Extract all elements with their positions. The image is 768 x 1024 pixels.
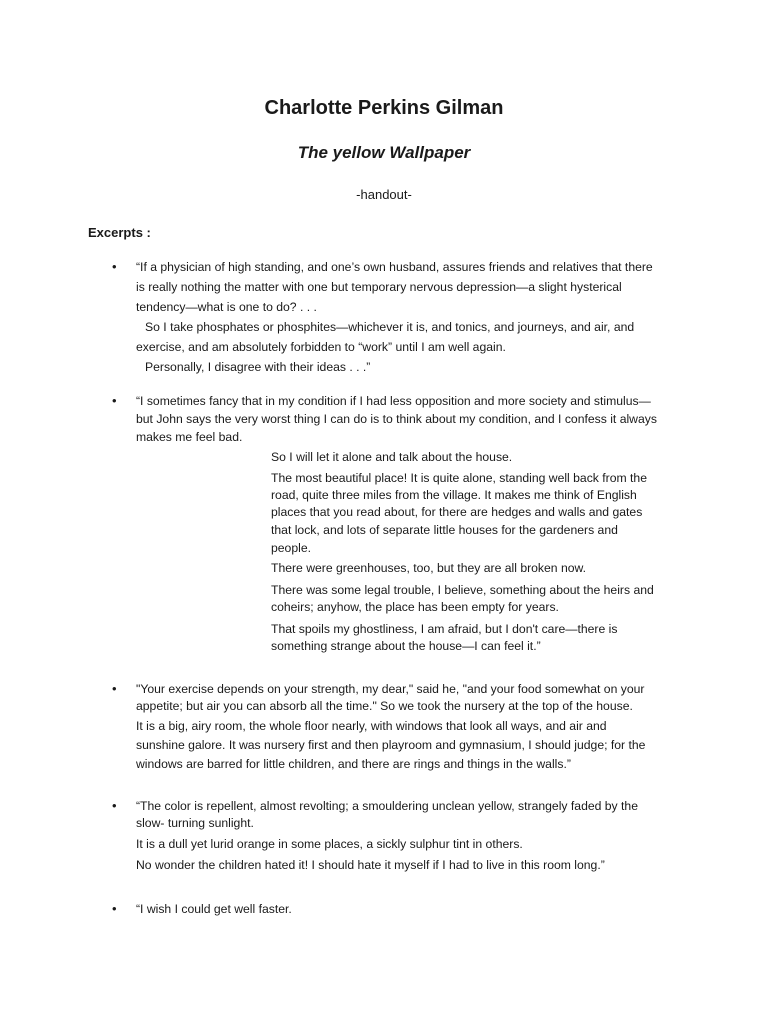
- excerpt-line: appetite; but air you can absorb all the time." So we took the nursery at the top of the house.: [136, 699, 633, 713]
- excerpt-line: windows are barred for little children, and there are rings and things in the walls.”: [136, 757, 571, 771]
- excerpt-line: No wonder the children hated it! I should hate it myself if I had to live in this room long.”: [136, 858, 605, 872]
- excerpt-line: "Your exercise depends on your strength, my dear," said he, "and your food somewhat on your: [136, 682, 645, 696]
- excerpt-indented-line: There was some legal trouble, I believe, something about the heirs and: [271, 583, 654, 597]
- excerpt-line: Personally, I disagree with their ideas . . .”: [145, 360, 371, 374]
- excerpt-indented-line: road, quite three miles from the village. It makes me think of English: [271, 488, 637, 502]
- excerpt-line: sunshine galore. It was nursery first and then playroom and gymnasium, I should judge; for the: [136, 738, 646, 752]
- excerpt-indented-line: That spoils my ghostliness, I am afraid, but I don't care—there is: [271, 622, 618, 636]
- excerpt-line: but John says the very worst thing I can do is to think about my condition, and I confess it always: [136, 412, 657, 426]
- excerpt-line: makes me feel bad.: [136, 430, 243, 444]
- excerpt-indented-line: So I will let it alone and talk about the house.: [271, 450, 513, 464]
- excerpt-indented-line: people.: [271, 541, 311, 555]
- bullet-icon: [112, 392, 122, 410]
- excerpt-line: It is a dull yet lurid orange in some places, a sickly sulphur tint in others.: [136, 837, 523, 851]
- excerpt-line: So I take phosphates or phosphites—whichever it is, and tonics, and journeys, and air, and: [145, 320, 635, 334]
- excerpt-indented-line: coheirs; anyhow, the place has been empty for years.: [271, 600, 559, 614]
- bullet-icon: [112, 797, 122, 815]
- excerpts-label: Excerpts :: [88, 225, 151, 240]
- excerpt-line: It is a big, airy room, the whole floor nearly, with windows that look all ways, and air and: [136, 719, 607, 733]
- excerpt-indented-line: something strange about the house—I can feel it.”: [271, 639, 541, 653]
- bullet-icon: [112, 680, 122, 698]
- excerpt-indented-line: places that you read about, for there are hedges and walls and gates: [271, 505, 643, 519]
- bullet-icon: [112, 258, 122, 276]
- work-title: The yellow Wallpaper: [297, 143, 471, 162]
- author-heading: Charlotte Perkins Gilman: [264, 97, 504, 119]
- excerpt-line: “The color is repellent, almost revolting; a smouldering unclean yellow, strangely faded by the: [136, 799, 638, 813]
- excerpt-indented-line: The most beautiful place! It is quite alone, standing well back from the: [271, 471, 647, 485]
- excerpt-line: “If a physician of high standing, and one’s own husband, assures friends and relatives that there: [136, 260, 653, 274]
- handout-label: -handout-: [356, 187, 412, 202]
- excerpt-line: “I sometimes fancy that in my condition if I had less opposition and more society and stimulus—: [136, 394, 651, 408]
- excerpt-line: exercise, and am absolutely forbidden to “work” until I am well again.: [136, 340, 506, 354]
- excerpt-indented-line: that lock, and lots of separate little houses for the gardeners and: [271, 523, 618, 537]
- excerpt-line: slow- turning sunlight.: [136, 816, 254, 830]
- excerpt-line: “I wish I could get well faster.: [136, 902, 292, 916]
- excerpt-indented-line: There were greenhouses, too, but they are all broken now.: [271, 561, 587, 575]
- excerpt-line: is really nothing the matter with one but temporary nervous depression—a slight hysterical: [136, 280, 622, 294]
- bullet-icon: [112, 900, 122, 918]
- excerpt-line: tendency—what is one to do? . . .: [136, 300, 317, 314]
